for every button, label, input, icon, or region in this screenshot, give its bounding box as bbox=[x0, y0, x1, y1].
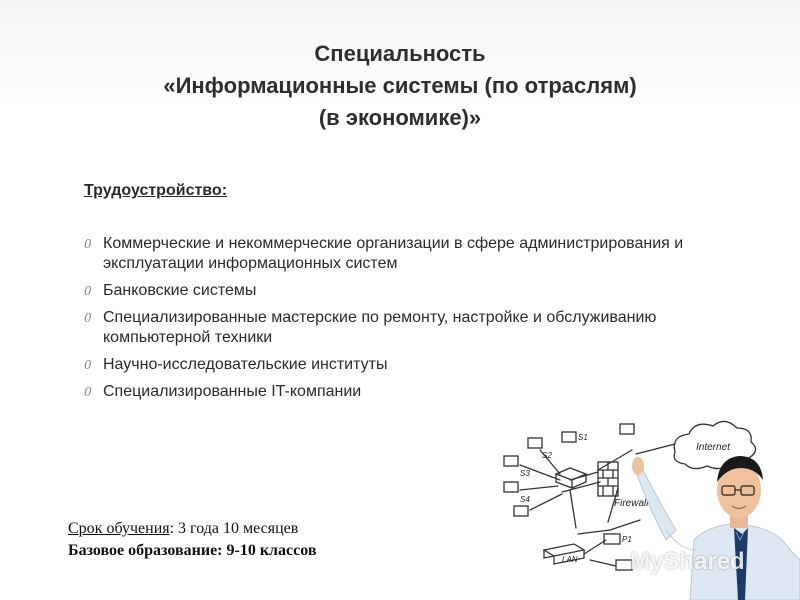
watermark-text: MyShared bbox=[630, 548, 745, 575]
computer-icon bbox=[562, 432, 576, 442]
bullet-marker: 0 bbox=[84, 385, 92, 399]
computer-icon bbox=[620, 424, 634, 434]
list-item-text: Коммерческие и некоммерческие организации в сфере администрирования и эксплуатации информационных систем bbox=[103, 235, 684, 272]
computer-icon bbox=[514, 506, 528, 516]
list-item bbox=[84, 308, 724, 348]
firewall-label: Firewall bbox=[614, 498, 649, 509]
p1-label: P1 bbox=[622, 535, 632, 544]
list-item-text: Специализированные мастерские по ремонту, настройке и обслуживанию компьютерной техники bbox=[103, 309, 657, 346]
s1-label: S1 bbox=[578, 433, 588, 442]
list-item bbox=[84, 382, 724, 402]
lan-label: LAN bbox=[562, 555, 578, 564]
base-education: Базовое образование: 9-10 классов bbox=[68, 542, 317, 559]
s2-label: S2 bbox=[542, 451, 552, 460]
computer-icon bbox=[504, 482, 518, 492]
internet-label: Internet bbox=[696, 442, 730, 453]
list-item-text: Специализированные IT-компании bbox=[103, 383, 362, 400]
slide-title bbox=[0, 38, 800, 134]
study-term-value: : 3 года 10 месяцев bbox=[169, 520, 299, 537]
bullet-marker: 0 bbox=[84, 284, 92, 298]
computer-icon bbox=[528, 438, 542, 448]
s3-label: S3 bbox=[520, 469, 530, 478]
businessman-illustration bbox=[632, 456, 800, 600]
bullet-marker: 0 bbox=[84, 237, 92, 251]
study-term-label: Срок обучения bbox=[68, 520, 170, 537]
employment-list bbox=[84, 234, 724, 409]
title-line-1: Специальность bbox=[314, 41, 486, 66]
computer-icon bbox=[504, 456, 518, 466]
study-term bbox=[68, 518, 316, 540]
list-item bbox=[84, 355, 724, 375]
study-info bbox=[68, 518, 316, 562]
list-item bbox=[84, 281, 724, 301]
bullet-marker: 0 bbox=[84, 311, 92, 325]
employment-heading: Трудоустройство: bbox=[84, 182, 228, 199]
list-item-text: Банковские системы bbox=[103, 282, 257, 299]
s4-label: S4 bbox=[520, 495, 530, 504]
computer-icon bbox=[604, 534, 620, 544]
list-item-text: Научно-исследовательские институты bbox=[103, 356, 388, 373]
title-line-2: «Информационные системы (по отраслям) bbox=[163, 73, 637, 98]
title-line-3: (в экономике)» bbox=[318, 105, 482, 130]
list-item bbox=[84, 234, 724, 274]
router-icon bbox=[556, 468, 586, 488]
bullet-marker: 0 bbox=[84, 358, 92, 372]
